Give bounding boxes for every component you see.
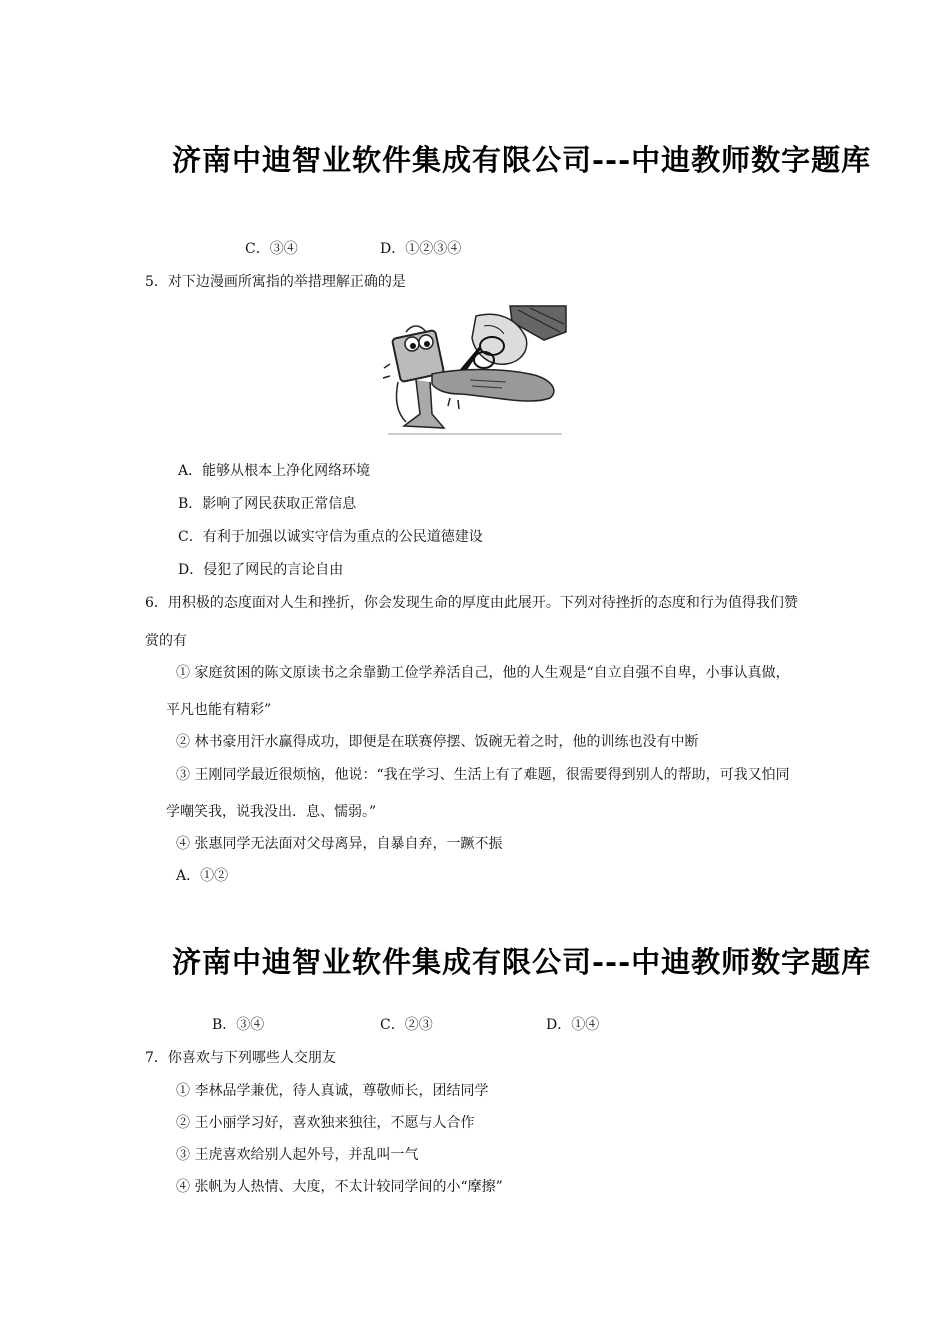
question-6-option-a: A．①② — [176, 868, 229, 884]
prev-option-d: D．①②③④ — [380, 241, 462, 257]
question-6-stem-line1: 6．用积极的态度面对人生和挫折，你会发现生命的厚度由此展开。下列对待挫折的态度和行为值得我们赞 — [145, 595, 798, 611]
question-7-stem: 7．你喜欢与下列哪些人交朋友 — [145, 1050, 336, 1066]
question-5-stem: 5．对下边漫画所寓指的举措理解正确的是 — [145, 274, 406, 290]
prev-option-c: C．③④ — [245, 241, 298, 257]
question-6-item3-line1: ③ 王刚同学最近很烦恼，他说：“我在学习、生活上有了难题，很需要得到别人的帮助，可我又怕同 — [176, 767, 790, 783]
question-6-item1-line1: ① 家庭贫困的陈文原读书之余靠勤工俭学养活自己，他的人生观是“自立自强不自卑，小事认真做， — [176, 665, 790, 681]
question-6-item2: ② 林书豪用汗水赢得成功，即便是在联赛停摆、饭碗无着之时，他的训练也没有中断 — [176, 734, 699, 750]
question-6-item3-line2: 学嘲笑我，说我没出．息、懦弱。” — [166, 804, 377, 820]
question-5-option-c: C．有利于加强以诚实守信为重点的公民道德建设 — [178, 529, 483, 545]
question-5-option-d: D．侵犯了网民的言论自由 — [178, 562, 344, 578]
question-7-item1: ① 李林品学兼优，待人真诚，尊敬师长，团结同学 — [176, 1083, 489, 1099]
question-5-option-a: A．能够从根本上净化网络环境 — [178, 463, 371, 479]
question-7-item4: ④ 张帆为人热情、大度，不太计较同学间的小“摩擦” — [176, 1179, 503, 1195]
question-7-item2: ② 王小丽学习好，喜欢独来独往，不愿与人合作 — [176, 1115, 475, 1131]
question-6-option-c: C．②③ — [380, 1017, 433, 1033]
question-6-option-d: D．①④ — [546, 1017, 600, 1033]
page-header-title: 济南中迪智业软件集成有限公司---中迪教师数字题库 — [172, 143, 872, 177]
question-7-item3: ③ 王虎喜欢给别人起外号，并乱叫一气 — [176, 1147, 419, 1163]
question-6-item1-line2: 平凡也能有精彩” — [166, 702, 272, 718]
question-6-item4: ④ 张惠同学无法面对父母离异，自暴自弃，一蹶不振 — [176, 836, 503, 852]
question-6-option-b: B．③④ — [212, 1017, 265, 1033]
question-5-option-b: B．影响了网民获取正常信息 — [178, 496, 357, 512]
question-6-stem-line2: 赏的有 — [145, 633, 187, 649]
page-header-title-2: 济南中迪智业软件集成有限公司---中迪教师数字题库 — [172, 945, 872, 979]
cartoon-illustration — [380, 302, 570, 440]
